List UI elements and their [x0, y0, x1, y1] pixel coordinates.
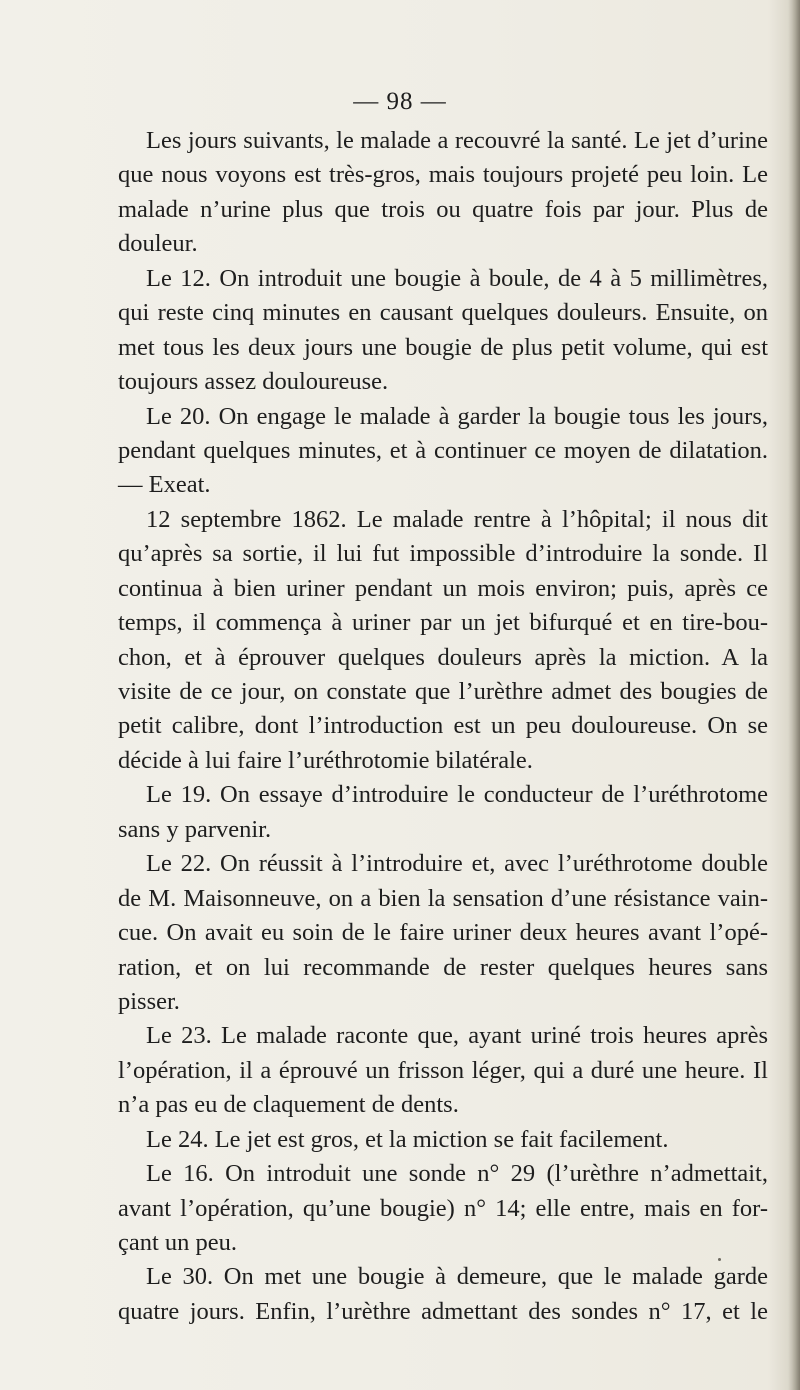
- text-line: Le 22. On réussit à l’introduire et, avec l’uréthrotome double: [146, 850, 768, 878]
- text-line: Le 24. Le jet est gros, et la miction se fait facilement.: [146, 1125, 669, 1153]
- text-line: toujours assez douloureuse.: [118, 368, 389, 396]
- paper-speck: [718, 1258, 721, 1261]
- text-line: Les jours suivants, le malade a recouvré la santé. Le jet d’urine: [146, 127, 768, 154]
- text-line: douleur.: [118, 230, 198, 258]
- text-line: que nous voyons est très-gros, mais toujours projeté peu loin. Le: [118, 161, 768, 189]
- text-line: qui reste cinq minutes en causant quelques douleurs. Ensuite, on: [118, 299, 768, 327]
- text-line: met tous les deux jours une bougie de plus petit volume, qui est: [118, 333, 768, 361]
- text-line: n’a pas eu de claquement de dents.: [118, 1091, 459, 1119]
- text-line: visite de ce jour, on constate que l’urèthre admet des bougies de: [118, 678, 768, 705]
- page-number: — 98 —: [353, 88, 447, 115]
- text-line: Le 19. On essaye d’introduire le conducteur de l’uréthrotome: [146, 781, 768, 809]
- text-line: Le 30. On met une bougie à demeure, que le malade garde: [146, 1263, 768, 1291]
- text-line: avant l’opération, qu’une bougie) n° 14; elle entre, mais en for-: [118, 1194, 768, 1222]
- text-line: ration, et on lui recommande de rester quelques heures sans: [118, 953, 768, 981]
- text-line: quatre jours. Enfin, l’urèthre admettant des sondes n° 17, et le: [118, 1297, 768, 1325]
- text-line: — Exeat.: [118, 471, 211, 499]
- text-line: sans y parvenir.: [118, 815, 272, 843]
- text-line: cue. On avait eu soin de le faire uriner deux heures avant l’opé-: [118, 919, 768, 947]
- page-edge-shadow: [788, 0, 800, 1390]
- text-line: Le 16. On introduit une sonde n° 29 (l’urèthre n’admettait,: [146, 1160, 768, 1188]
- text-line: l’opération, il a éprouvé un frisson léger, qui a duré une heure. Il: [118, 1056, 768, 1084]
- text-line: petit calibre, dont l’introduction est un peu douloureuse. On se: [118, 712, 768, 740]
- text-line: qu’après sa sortie, il lui fut impossible d’introduire la sonde. Il: [118, 540, 768, 568]
- body-text: [118, 124, 768, 1329]
- text-line: çant un peu.: [118, 1229, 238, 1256]
- text-line: Le 23. Le malade raconte que, ayant uriné trois heures après: [146, 1022, 768, 1050]
- text-line: 12 septembre 1862. Le malade rentre à l’hôpital; il nous dit: [146, 505, 768, 533]
- text-line: continua à bien uriner pendant un mois environ; puis, après ce: [118, 574, 768, 602]
- text-line: Le 12. On introduit une bougie à boule, de 4 à 5 millimètres,: [146, 264, 768, 292]
- text-line: temps, il commença à uriner par un jet bifurqué et en tire-bou-: [118, 609, 768, 637]
- text-line: pisser.: [118, 987, 180, 1015]
- text-line: décide à lui faire l’uréthrotomie bilatérale.: [118, 746, 533, 774]
- text-line: de M. Maisonneuve, on a bien la sensation d’une résistance vain-: [118, 884, 768, 912]
- text-line: malade n’urine plus que trois ou quatre fois par jour. Plus de: [118, 195, 768, 223]
- text-line: chon, et à éprouver quelques douleurs après la miction. A la: [118, 643, 768, 671]
- text-line: pendant quelques minutes, et à continuer ce moyen de dilatation.: [118, 436, 768, 464]
- text-line: Le 20. On engage le malade à garder la bougie tous les jours,: [146, 402, 768, 430]
